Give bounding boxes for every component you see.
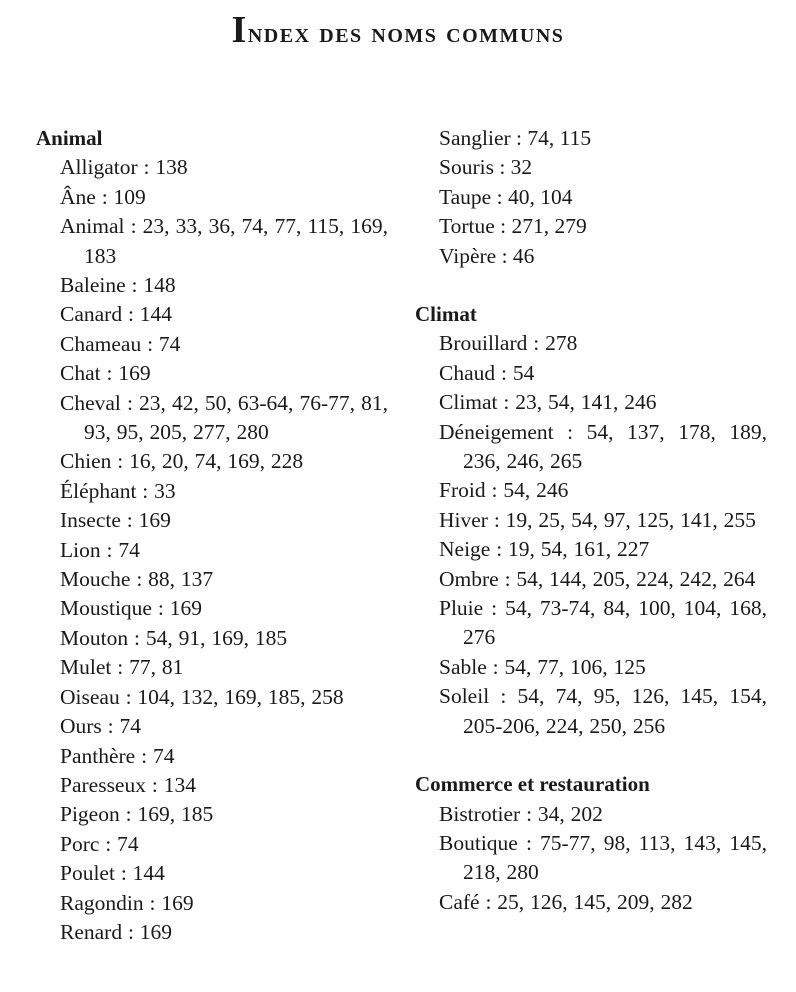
section-heading: Commerce et restauration [415, 772, 650, 797]
index-entry: Bistrotier : 34, 202 [439, 801, 603, 826]
index-entry: Sanglier : 74, 115 [439, 126, 592, 150]
index-entry: Pluie : 54, 73-74, 84, 100, 104, 168, 276 [439, 596, 767, 650]
index-entry: Chien : 16, 20, 74, 169, 228 [60, 449, 304, 474]
section-heading: Animal [36, 126, 103, 150]
index-section [415, 770, 767, 917]
index-entry: Souris : 32 [439, 155, 533, 180]
index-entry: Renard : 169 [60, 919, 173, 944]
index-entry: Moustique : 169 [60, 596, 202, 621]
index-entry: Sable : 54, 77, 106, 125 [439, 654, 646, 679]
page-title-rest: ndex des noms communs [247, 17, 565, 49]
index-entry: Canard : 144 [60, 302, 173, 327]
index-entry: Animal : 23, 33, 36, 74, 77, 115, 169, 183 [60, 214, 388, 268]
index-entry: Cheval : 23, 42, 50, 63-64, 76-77, 81, 93, 95, 205, 277, 280 [60, 390, 388, 445]
index-entry: Pigeon : 169, 185 [60, 802, 214, 827]
index-entry: Alligator : 138 [60, 155, 188, 180]
index-entry: Baleine : 148 [60, 273, 176, 298]
index-section [415, 300, 767, 741]
index-entry: Panthère : 74 [60, 743, 175, 768]
index-entry: Poulet : 144 [60, 861, 165, 886]
index-column-left [36, 124, 388, 947]
index-entry: Ombre : 54, 144, 205, 224, 242, 264 [439, 566, 756, 591]
index-entry: Hiver : 19, 25, 54, 97, 125, 141, 255 [439, 507, 756, 532]
index-entry: Café : 25, 126, 145, 209, 282 [439, 889, 693, 914]
index-entry: Mouton : 54, 91, 169, 185 [60, 625, 288, 650]
index-entry: Oiseau : 104, 132, 169, 185, 258 [60, 684, 344, 709]
index-entry: Vipère : 46 [439, 243, 535, 268]
section-heading: Climat [415, 302, 477, 327]
index-entry: Tortue : 271, 279 [439, 214, 587, 239]
index-entry: Paresseux : 134 [60, 772, 196, 797]
index-entry: Climat : 23, 54, 141, 246 [439, 390, 657, 415]
page-title [0, 8, 796, 52]
index-entry: Ours : 74 [60, 714, 142, 739]
index-entry: Chameau : 74 [60, 331, 181, 356]
index-entry: Soleil : 54, 74, 95, 126, 145, 154, 205-206, 224, 250, 256 [439, 684, 767, 738]
index-entry: Taupe : 40, 104 [439, 184, 573, 209]
index-entry: Froid : 54, 246 [439, 478, 569, 503]
index-entry: Insecte : 169 [60, 508, 171, 533]
index-entry: Éléphant : 33 [60, 478, 176, 503]
index-entry: Lion : 74 [60, 537, 140, 562]
index-entry: Mulet : 77, 81 [60, 655, 184, 680]
index-entry: Boutique : 75-77, 98, 113, 143, 145, 218, 280 [439, 830, 767, 885]
index-section [36, 124, 388, 947]
index-column-right [415, 124, 767, 917]
index-entry: Mouche : 88, 137 [60, 567, 214, 592]
index-entry: Déneigement : 54, 137, 178, 189, 236, 246, 265 [439, 419, 767, 474]
index-entry: Âne : 109 [60, 184, 146, 209]
index-entry: Chat : 169 [60, 361, 151, 386]
page-title-initial: I [231, 9, 248, 51]
index-entry: Brouillard : 278 [439, 331, 578, 356]
index-entry: Ragondin : 169 [60, 890, 194, 915]
index-entry: Chaud : 54 [439, 360, 535, 385]
index-entry: Porc : 74 [60, 831, 139, 856]
index-entry: Neige : 19, 54, 161, 227 [439, 537, 650, 562]
